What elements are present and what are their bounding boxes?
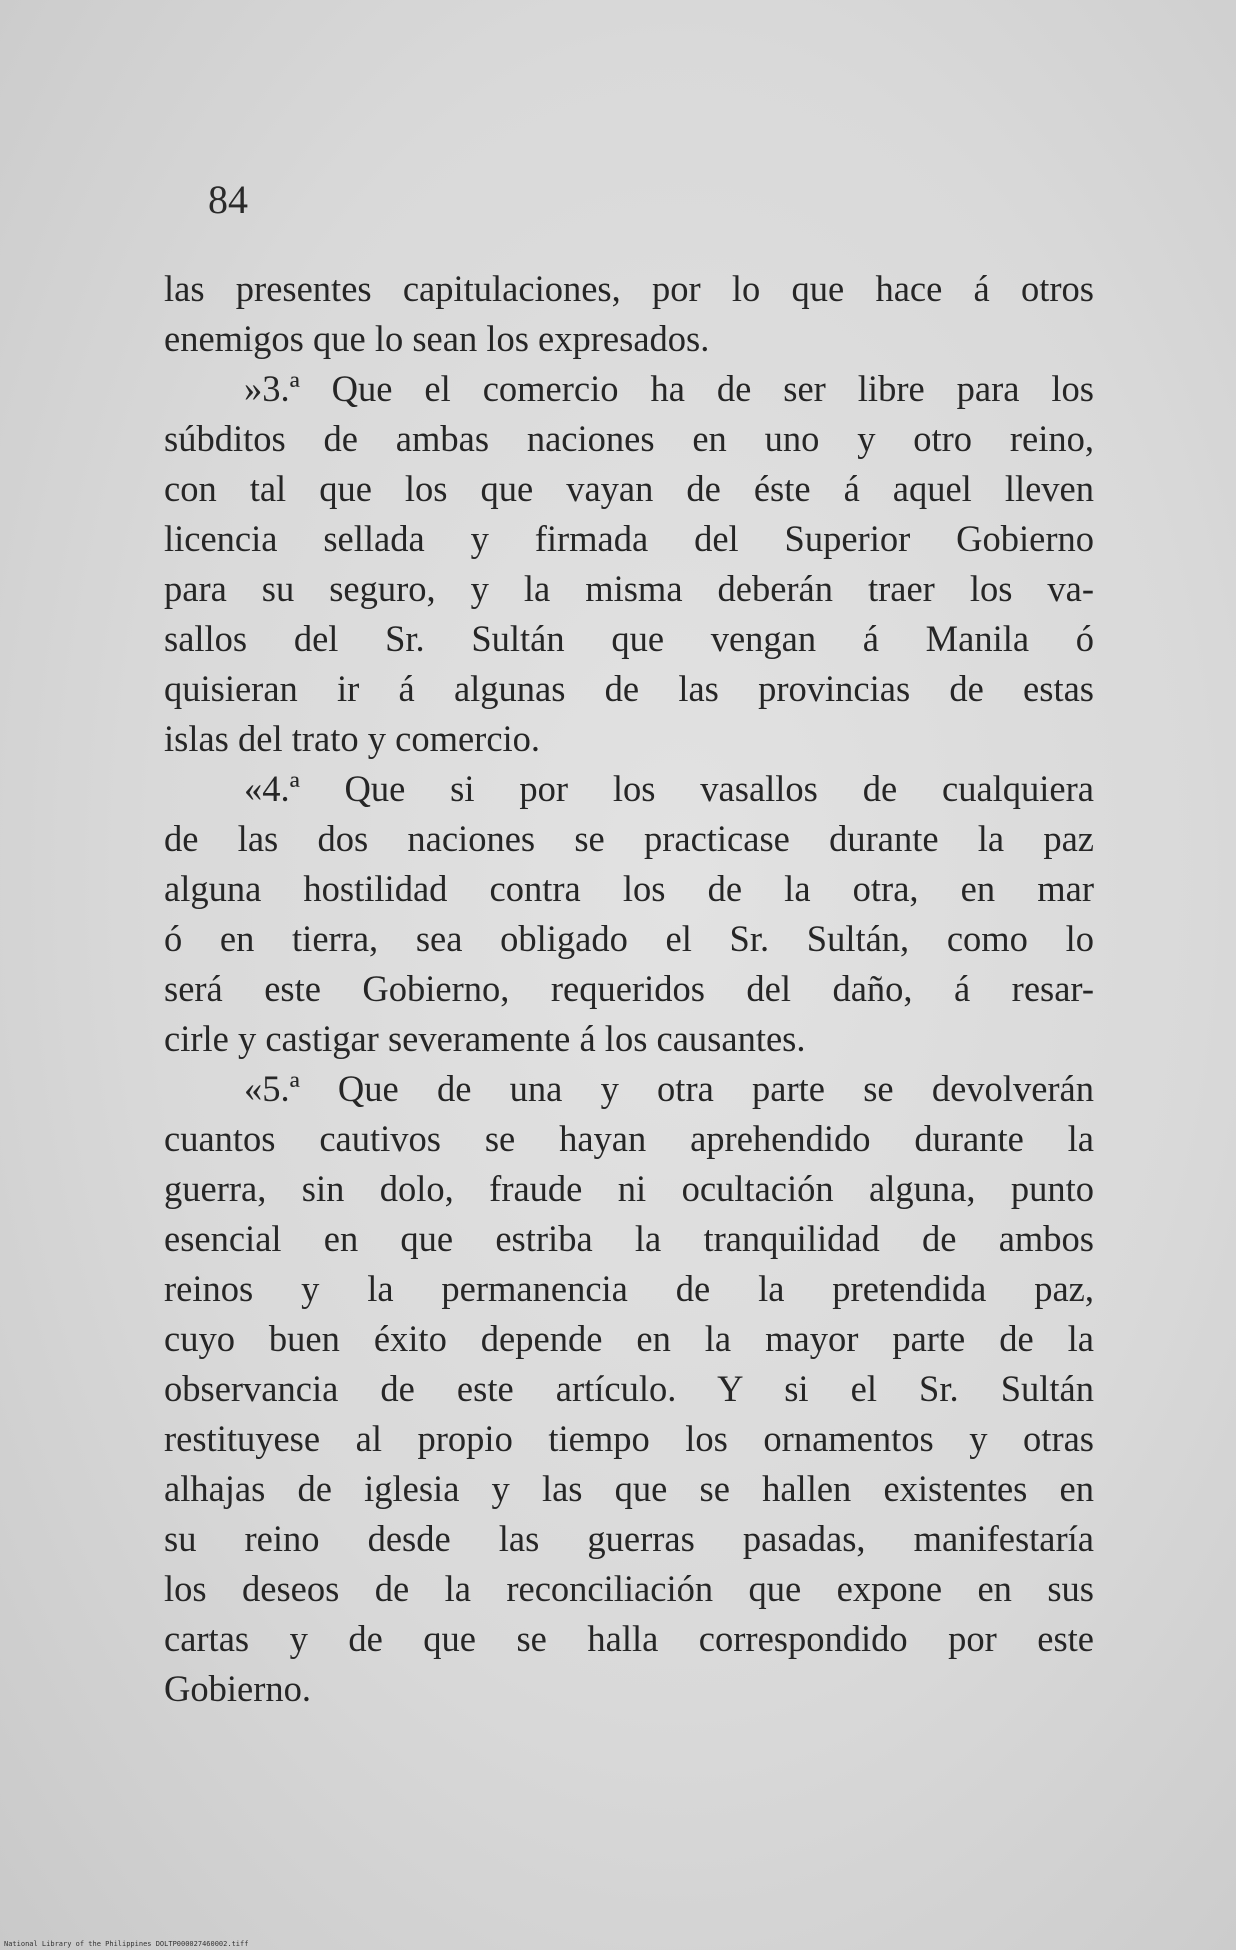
- text-line: las presentes capitulaciones, por lo que hace á otros: [164, 268, 1094, 309]
- text-line: cuantos cautivos se hayan aprehendido durante la: [164, 1118, 1094, 1159]
- page-number: 84: [208, 177, 248, 222]
- text-line: Gobierno.: [164, 1668, 311, 1709]
- text-line: alguna hostilidad contra los de la otra, en mar: [164, 868, 1094, 909]
- text-line: «4.ª Que si por los vasallos de cualquiera: [244, 768, 1094, 809]
- text-line: »3.ª Que el comercio ha de ser libre para los: [244, 368, 1094, 409]
- body-text: [164, 264, 1094, 1714]
- text-line: con tal que los que vayan de éste á aquel lleven: [164, 468, 1094, 509]
- text-line: para su seguro, y la misma deberán traer los va-: [164, 568, 1094, 609]
- text-line: cartas y de que se halla correspondido por este: [164, 1618, 1094, 1659]
- text-line: súbditos de ambas naciones en uno y otro reino,: [164, 418, 1094, 459]
- text-line: ó en tierra, sea obligado el Sr. Sultán, como lo: [164, 918, 1094, 959]
- text-line: quisieran ir á algunas de las provincias de estas: [164, 668, 1094, 709]
- text-line: alhajas de iglesia y las que se hallen existentes en: [164, 1468, 1094, 1509]
- text-line: observancia de este artículo. Y si el Sr. Sultán: [164, 1368, 1094, 1409]
- text-line: esencial en que estriba la tranquilidad de ambos: [164, 1218, 1094, 1259]
- text-line: cuyo buen éxito depende en la mayor parte de la: [164, 1318, 1094, 1359]
- text-line: enemigos que lo sean los expresados.: [164, 318, 710, 359]
- text-line: los deseos de la reconciliación que expone en sus: [164, 1568, 1094, 1609]
- text-line: reinos y la permanencia de la pretendida paz,: [164, 1268, 1094, 1309]
- text-line: licencia sellada y firmada del Superior Gobierno: [164, 518, 1094, 559]
- text-line: su reino desde las guerras pasadas, manifestaría: [164, 1518, 1094, 1559]
- scan-footer-caption: National Library of the Philippines DOLTP000027460002.tiff: [4, 1940, 249, 1948]
- text-line: sallos del Sr. Sultán que vengan á Manila ó: [164, 618, 1094, 659]
- text-line: restituyese al propio tiempo los ornamentos y otras: [164, 1418, 1094, 1459]
- text-line: cirle y castigar severamente á los causantes.: [164, 1018, 806, 1059]
- text-line: de las dos naciones se practicase durante la paz: [164, 818, 1094, 859]
- text-line: guerra, sin dolo, fraude ni ocultación alguna, punto: [164, 1168, 1094, 1209]
- text-line: será este Gobierno, requeridos del daño, á resar-: [164, 968, 1094, 1009]
- text-line: islas del trato y comercio.: [164, 718, 541, 759]
- text-line: «5.ª Que de una y otra parte se devolverán: [244, 1068, 1094, 1109]
